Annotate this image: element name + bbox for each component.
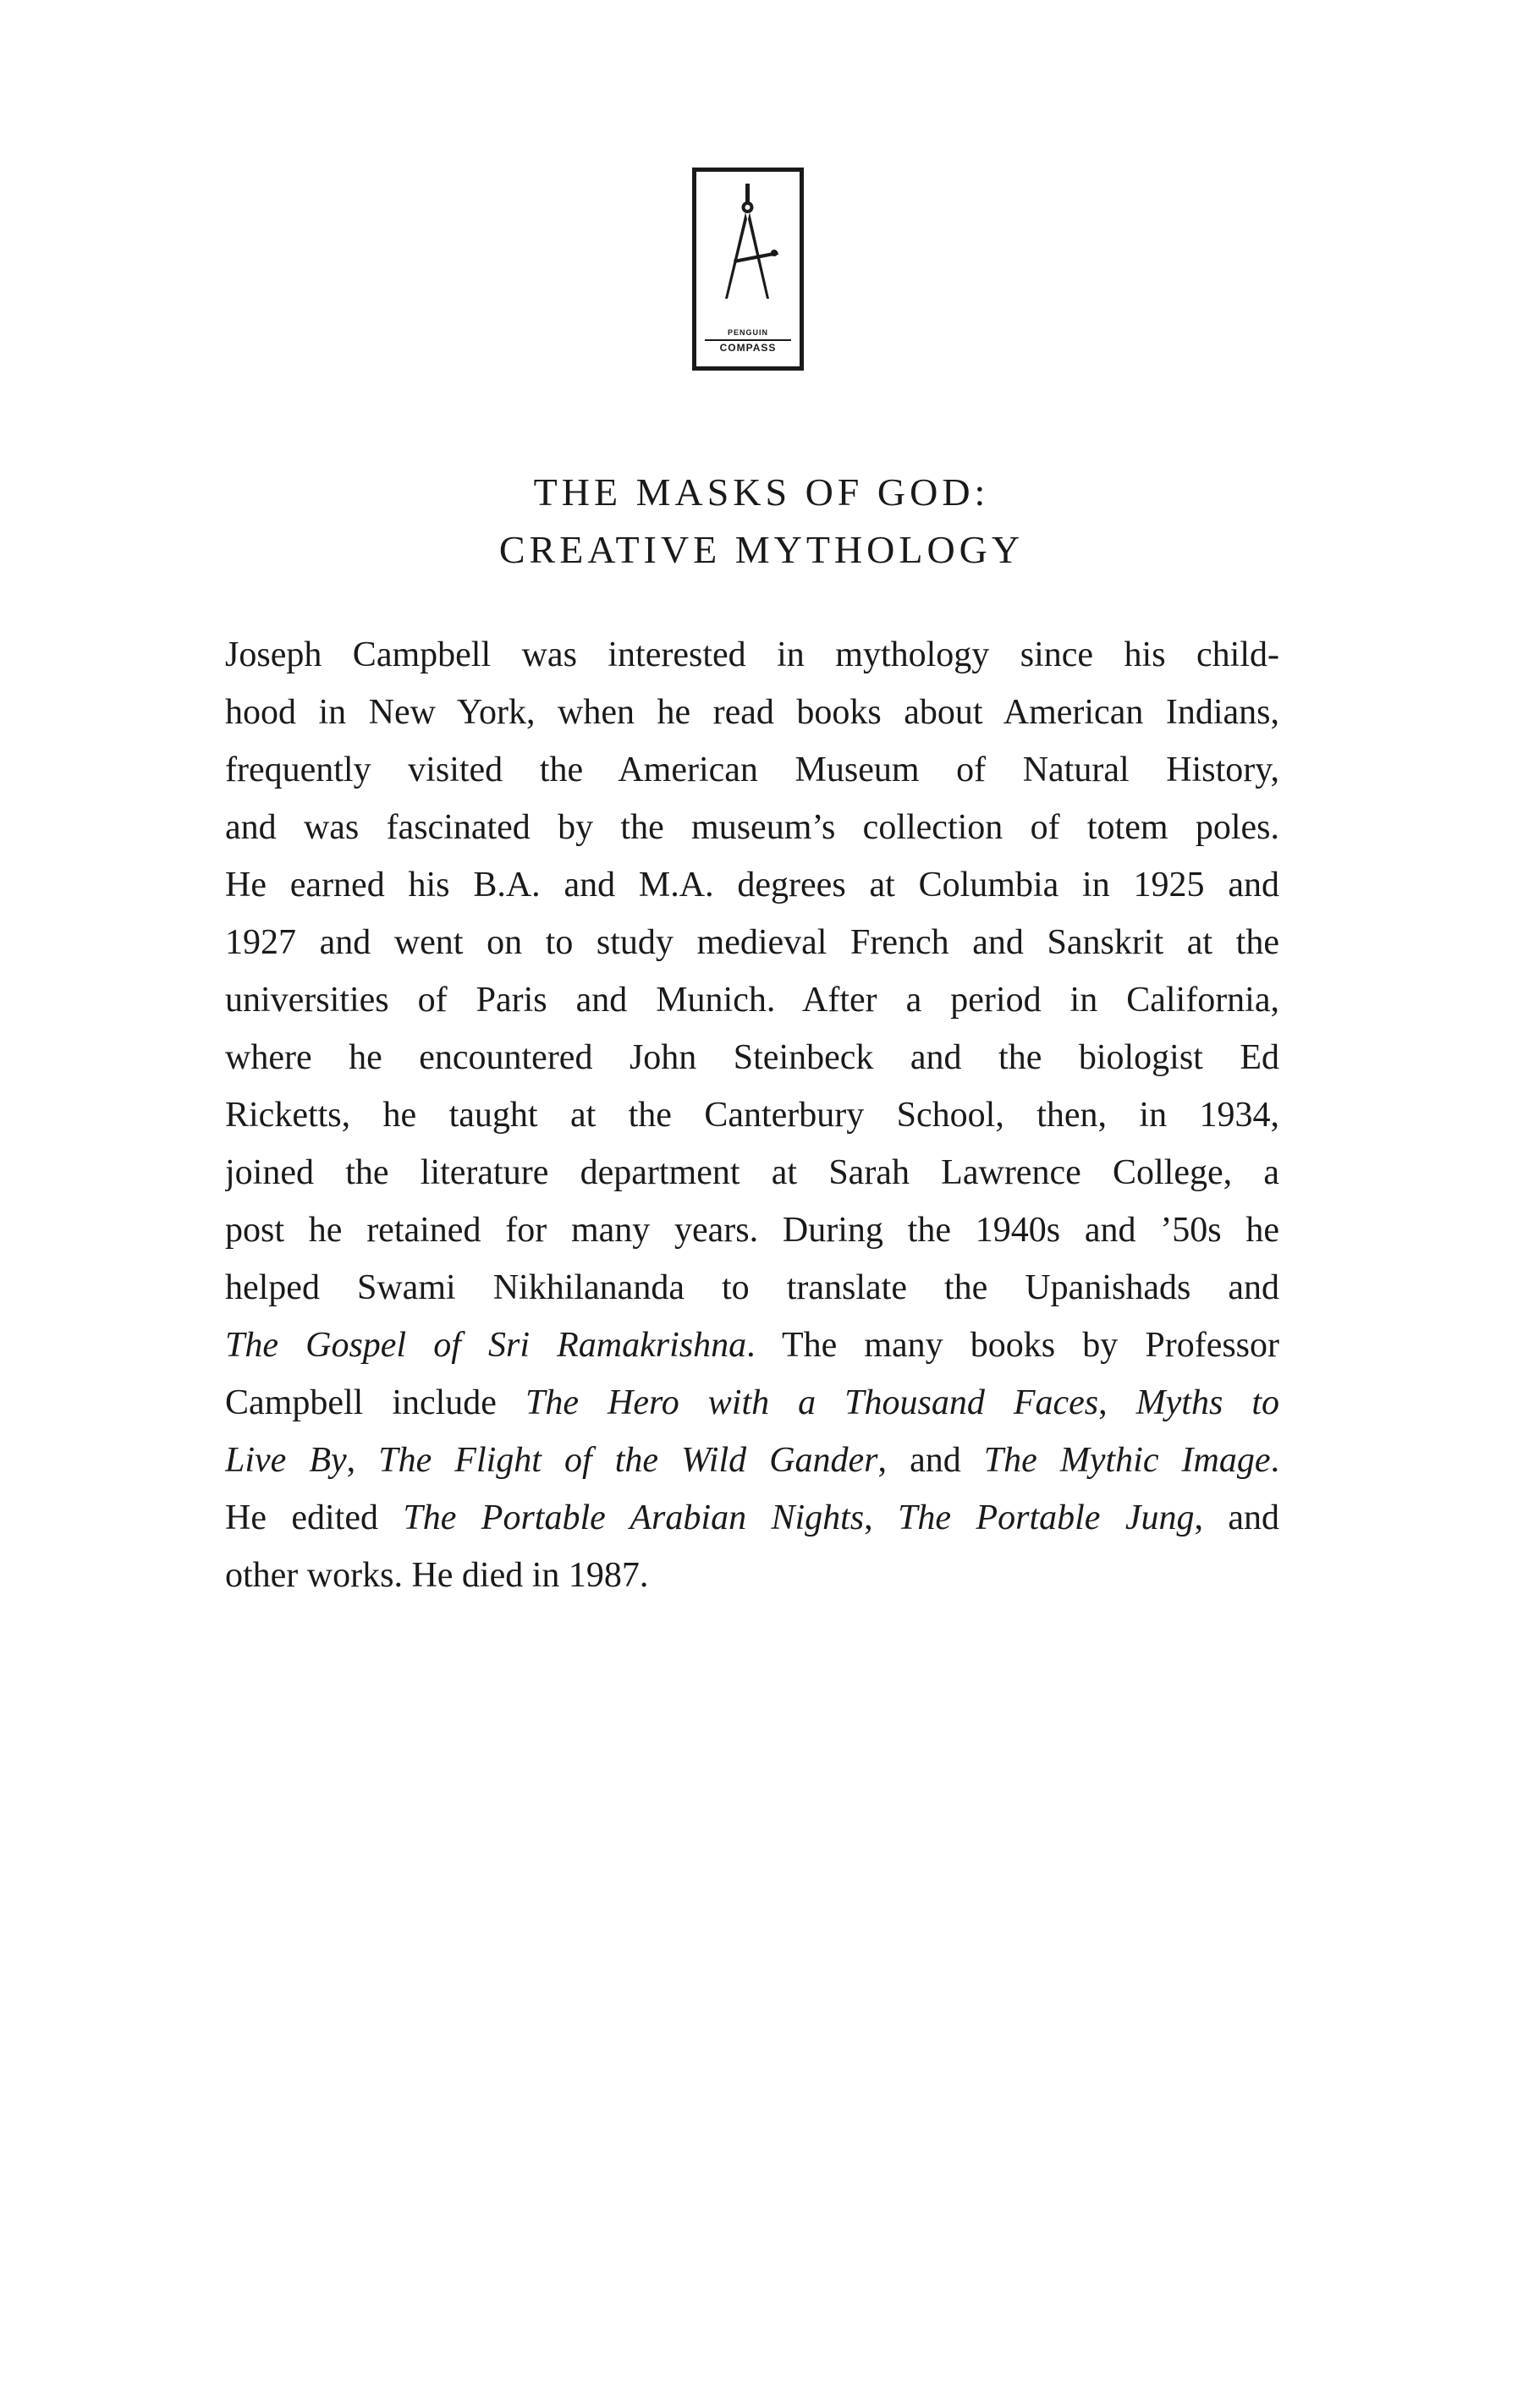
- bio-line: where he encountered John Steinbeck and the biologist Ed: [225, 1038, 1279, 1077]
- bio-line: universities of Paris and Munich. After a period in California,: [225, 981, 1279, 1020]
- bio-line: [225, 1489, 1279, 1547]
- book-title-italic: Live By: [225, 1441, 347, 1480]
- bio-text: ,: [864, 1498, 899, 1537]
- bio-line: other works. He died in 1987.: [225, 1556, 649, 1595]
- book-title: [0, 464, 1523, 579]
- logo-text-penguin: PENGUIN: [727, 328, 768, 337]
- bio-line: helped Swami Nikhilananda to translate the Upanishads and: [225, 1268, 1279, 1307]
- bio-line: hood in New York, when he read books about American Indians,: [225, 693, 1279, 732]
- author-bio: [225, 626, 1279, 1604]
- bio-line: and was fascinated by the museum’s collection of totem poles.: [225, 808, 1279, 847]
- bio-line: [225, 1374, 1279, 1432]
- book-title-italic: The Mythic Image: [983, 1441, 1271, 1480]
- logo-text-compass: COMPASS: [719, 342, 777, 354]
- bio-text: Campbell include: [225, 1383, 525, 1422]
- compass-icon: [696, 172, 800, 366]
- bio-line: 1927 and went on to study medieval French and Sanskrit at the: [225, 923, 1279, 962]
- bio-line: Ricketts, he taught at the Canterbury School, then, in 1934,: [225, 1096, 1279, 1135]
- bio-text: ,: [1098, 1383, 1136, 1422]
- bio-text: He edited: [225, 1498, 404, 1537]
- bio-line: He earned his B.A. and M.A. degrees at Columbia in 1925 and: [225, 866, 1279, 904]
- bio-line: [225, 1432, 1279, 1489]
- book-title-italic: The Flight of the Wild Gander: [378, 1441, 878, 1480]
- logo-divider: [705, 339, 791, 341]
- bio-line: post he retained for many years. During the 1940s and ’50s he: [225, 1211, 1279, 1250]
- book-title-italic: The Hero with a Thousand Faces: [525, 1383, 1099, 1422]
- title-line-1: THE MASKS OF GOD:: [533, 470, 990, 514]
- book-title-italic: The Portable Arabian Nights: [403, 1498, 865, 1537]
- bio-line: Joseph Campbell was interested in mythology since his child-: [225, 635, 1279, 674]
- bio-text: , and: [1194, 1498, 1279, 1537]
- bio-text: ,: [346, 1441, 379, 1480]
- bio-line: joined the literature department at Sarah Lawrence College, a: [225, 1153, 1279, 1192]
- bio-line: frequently visited the American Museum of Natural History,: [225, 750, 1279, 789]
- book-title-italic: The Portable Jung: [898, 1498, 1195, 1537]
- bio-text: . The many books by Professor: [746, 1326, 1279, 1365]
- bio-line: [225, 1317, 1279, 1374]
- title-line-2: CREATIVE MYTHOLOGY: [498, 528, 1025, 571]
- bio-text: .: [1270, 1441, 1279, 1480]
- penguin-compass-logo: [692, 168, 804, 371]
- book-title-italic: The Gospel of Sri Ramakrishna: [225, 1326, 747, 1365]
- bio-text: , and: [877, 1441, 984, 1480]
- book-title-italic: Myths to: [1135, 1383, 1279, 1422]
